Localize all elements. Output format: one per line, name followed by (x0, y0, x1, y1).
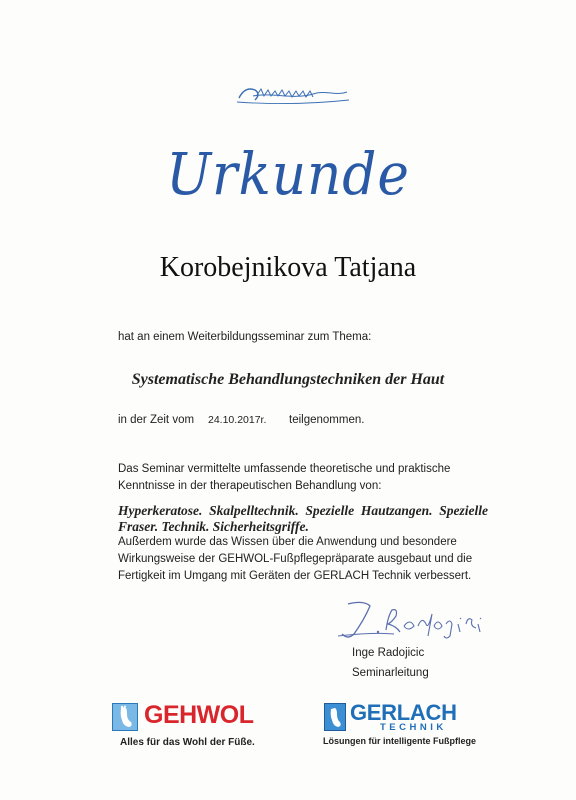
signatory-name: Inge Radojicic (352, 647, 425, 659)
gehwol-wordmark: GEHWOL (144, 701, 254, 729)
period-date: 24.10.2017r. (208, 414, 267, 426)
handwritten-signature (334, 598, 494, 642)
gerlach-subtitle: TECHNIK (380, 722, 447, 733)
knowledge-paragraph: Außerdem wurde das Wissen über die Anwendung und besondere Wirkungsweise der GEHWOL-Fußpflegepräparate ausgebaut und die Fertigkeit im Umgang mit Geräten der GERLACH Technik verbessert. (118, 536, 473, 582)
gehwol-foot-icon (112, 703, 138, 731)
gerlach-logo (324, 700, 464, 733)
certificate-title: Urkunde (166, 140, 410, 208)
signatory-role: Seminarleitung (352, 667, 429, 679)
gehwol-tagline: Alles für das Wohl der Füße. (120, 737, 255, 748)
period-end: teilgenommen. (289, 414, 365, 426)
gerlach-tagline: Lösungen für intelligente Fußpflege (323, 736, 476, 746)
gehwol-logo (112, 703, 262, 733)
seminar-topic: Systematische Behandlungstechniken der Haut (131, 371, 445, 388)
intro-line: hat an einem Weiterbildungsseminar zum Thema: (118, 331, 372, 343)
seal-stamp (233, 80, 353, 106)
seminar-description: Das Seminar vermittelte umfassende theoretische und praktische Kenntnisse in der therapeutischen Behandlung von: (118, 463, 451, 492)
treatment-list: Hyperkeratose. Skalpelltechnik. Spezielle Hautzangen. Spezielle Fraser. Technik. Sicherheitsgriffe. (118, 503, 488, 534)
recipient-name: Korobejnikova Tatjana (159, 252, 417, 283)
gerlach-wordmark: GERLACH (350, 700, 457, 725)
period-label: in der Zeit vom (118, 414, 195, 426)
gerlach-foot-icon (324, 703, 346, 731)
